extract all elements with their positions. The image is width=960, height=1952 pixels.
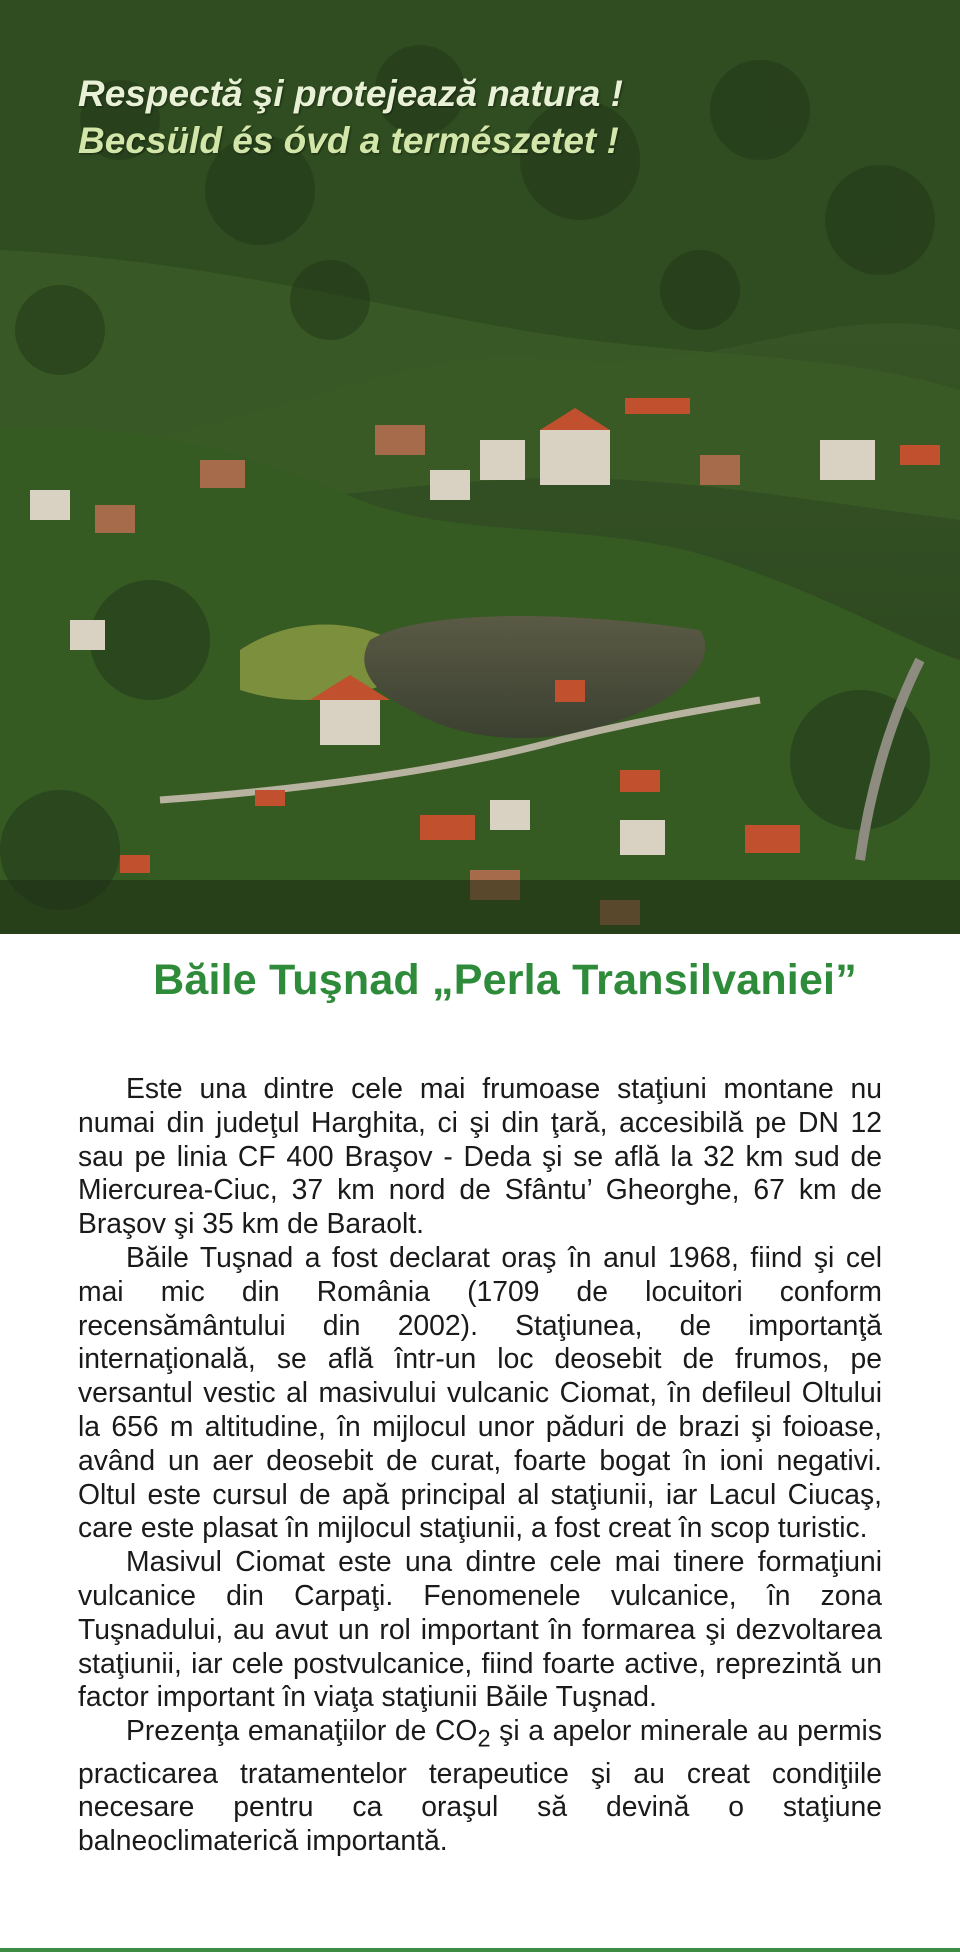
- paragraph-volcanic-massif: Masivul Ciomat este una dintre cele mai tinere formaţiuni vulcanice din Carpaţi. Fenomenele vulcanice, în zona Tuşnadului, au avut un rol important în formarea şi dezvoltarea staţiunii, iar cele postvulcanice, fiind foarte active, reprezintă un factor important în viaţa staţiunii Băile Tuşnad.: [78, 1545, 882, 1713]
- slogans: [78, 70, 623, 164]
- paragraph-location: Este una dintre cele mai frumoase staţiuni montane nu numai din judeţul Harghita, ci şi din ţară, accesibilă pe DN 12 sau pe linia CF 400 Braşov - Deda şi se află la 32 km sud de Miercurea-Ciuc, 37 km nord de Sfântu’ Gheorghe, 67 km de Braşov şi 35 km de Baraolt.: [78, 1072, 882, 1240]
- co2-text-before: Prezenţa emanaţiilor de CO: [126, 1714, 478, 1747]
- page-title: Băile Tuşnad „Perla Transilvaniei”: [153, 956, 857, 1004]
- co2-text-after: şi a apelor minerale au permis practicarea tratamentelor terapeutice şi au creat condiţiile necesare pentru ca oraşul să devină o staţiune balneoclimaterică importantă.: [78, 1714, 882, 1857]
- paragraph-mineral-waters: [78, 1714, 882, 1858]
- paragraph-town-history: Băile Tuşnad a fost declarat oraş în anul 1968, fiind şi cel mai mic din România (1709 de locuitori conform recensământului din 2002). Staţiunea, de importanţă internaţională, se află într-un loc deosebit de frumos, pe versantul vestic al masivului vulcanic Ciomat, în defileul Oltului la 656 m altitudine, în mijlocul unor păduri de brazi şi foioase, având un aer deosebit de curat, foarte bogat în ioni negativi. Oltul este cursul de apă principal al staţiunii, iar Lacul Ciucaş, care este plasat în mijlocul staţiunii, a fost creat în scop turistic.: [78, 1240, 882, 1544]
- slogan-romanian: Respectă şi protejează natura !: [78, 73, 623, 114]
- slogan-hungarian: Becsüld és óvd a természetet !: [78, 120, 619, 161]
- co2-subscript: 2: [477, 1725, 491, 1752]
- article-body: [78, 1072, 882, 1858]
- bottom-divider: [0, 1948, 960, 1952]
